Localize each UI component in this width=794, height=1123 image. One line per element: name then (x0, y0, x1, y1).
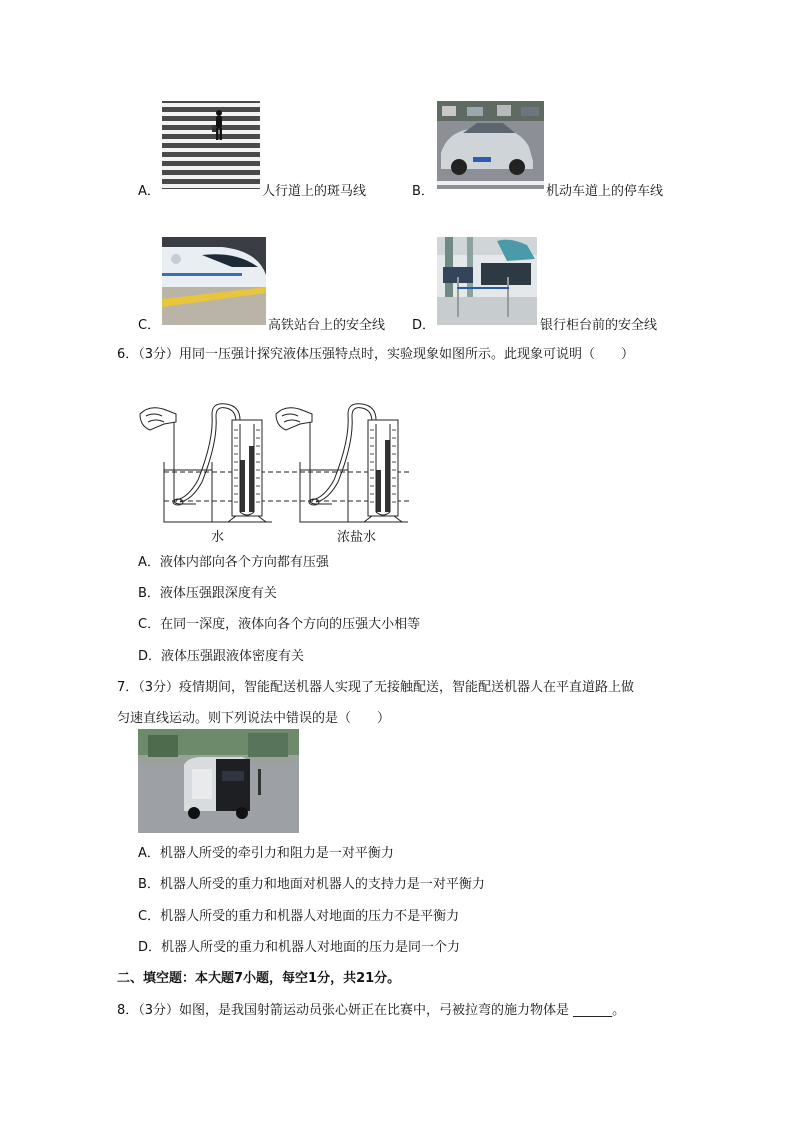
diagram-label-brine: 浓盐水 (337, 530, 377, 545)
q7-option-c: C．机器人所受的重力和机器人对地面的压力不是平衡力 (138, 909, 460, 924)
option-d-text: 银行柜台前的安全线 (540, 318, 658, 333)
q7-option-d: D．机器人所受的重力和机器人对地面的压力是同一个力 (138, 940, 461, 955)
option-c-letter: C． (138, 318, 161, 333)
option-b-text: 机动车道上的停车线 (546, 184, 664, 199)
pressure-gauge-diagram (136, 400, 416, 546)
q6-option-d: D．液体压强跟液体密度有关 (138, 649, 305, 664)
question-8-stem: 8．（3分）如图，是我国射箭运动员张心妍正在比赛中，弓被拉弯的施力物体是 ______。 (117, 1003, 626, 1018)
question-7-stem-line2: 匀速直线运动。则下列说法中错误的是（ ） (117, 711, 391, 726)
q7-option-b: B．机器人所受的重力和地面对机器人的支持力是一对平衡力 (138, 877, 485, 892)
option-d-letter: D． (412, 318, 436, 333)
q6-option-b: B．液体压强跟深度有关 (138, 586, 277, 601)
option-a-row (138, 180, 160, 199)
question-6-stem: 6．（3分）用同一压强计探究液体压强特点时，实验现象如图所示。此现象可说明（ ） (117, 347, 635, 362)
option-b-letter: B． (412, 184, 434, 199)
diagram-label-water: 水 (211, 530, 225, 545)
q7-option-a: A．机器人所受的牵引力和阻力是一对平衡力 (138, 846, 394, 861)
question-7-stem-line1: 7．（3分）疫情期间，智能配送机器人实现了无接触配送，智能配送机器人在平直道路上做 (117, 680, 635, 695)
high-speed-rail-platform-photo (162, 237, 266, 325)
option-c-text: 高铁站台上的安全线 (268, 318, 386, 333)
delivery-robot-photo (138, 729, 299, 833)
car-stop-line-photo (437, 101, 544, 189)
zebra-crossing-photo (162, 101, 260, 189)
q6-option-a: A．液体内部向各个方向都有压强 (138, 555, 329, 570)
bank-counter-photo (437, 237, 537, 325)
option-a-letter: A． (138, 184, 160, 199)
section-2-heading: 二、填空题：本大题7小题，每空1分，共21分。 (117, 971, 401, 986)
q6-option-c: C．在同一深度，液体向各个方向的压强大小相等 (138, 617, 421, 632)
option-a-text: 人行道上的斑马线 (262, 184, 367, 199)
